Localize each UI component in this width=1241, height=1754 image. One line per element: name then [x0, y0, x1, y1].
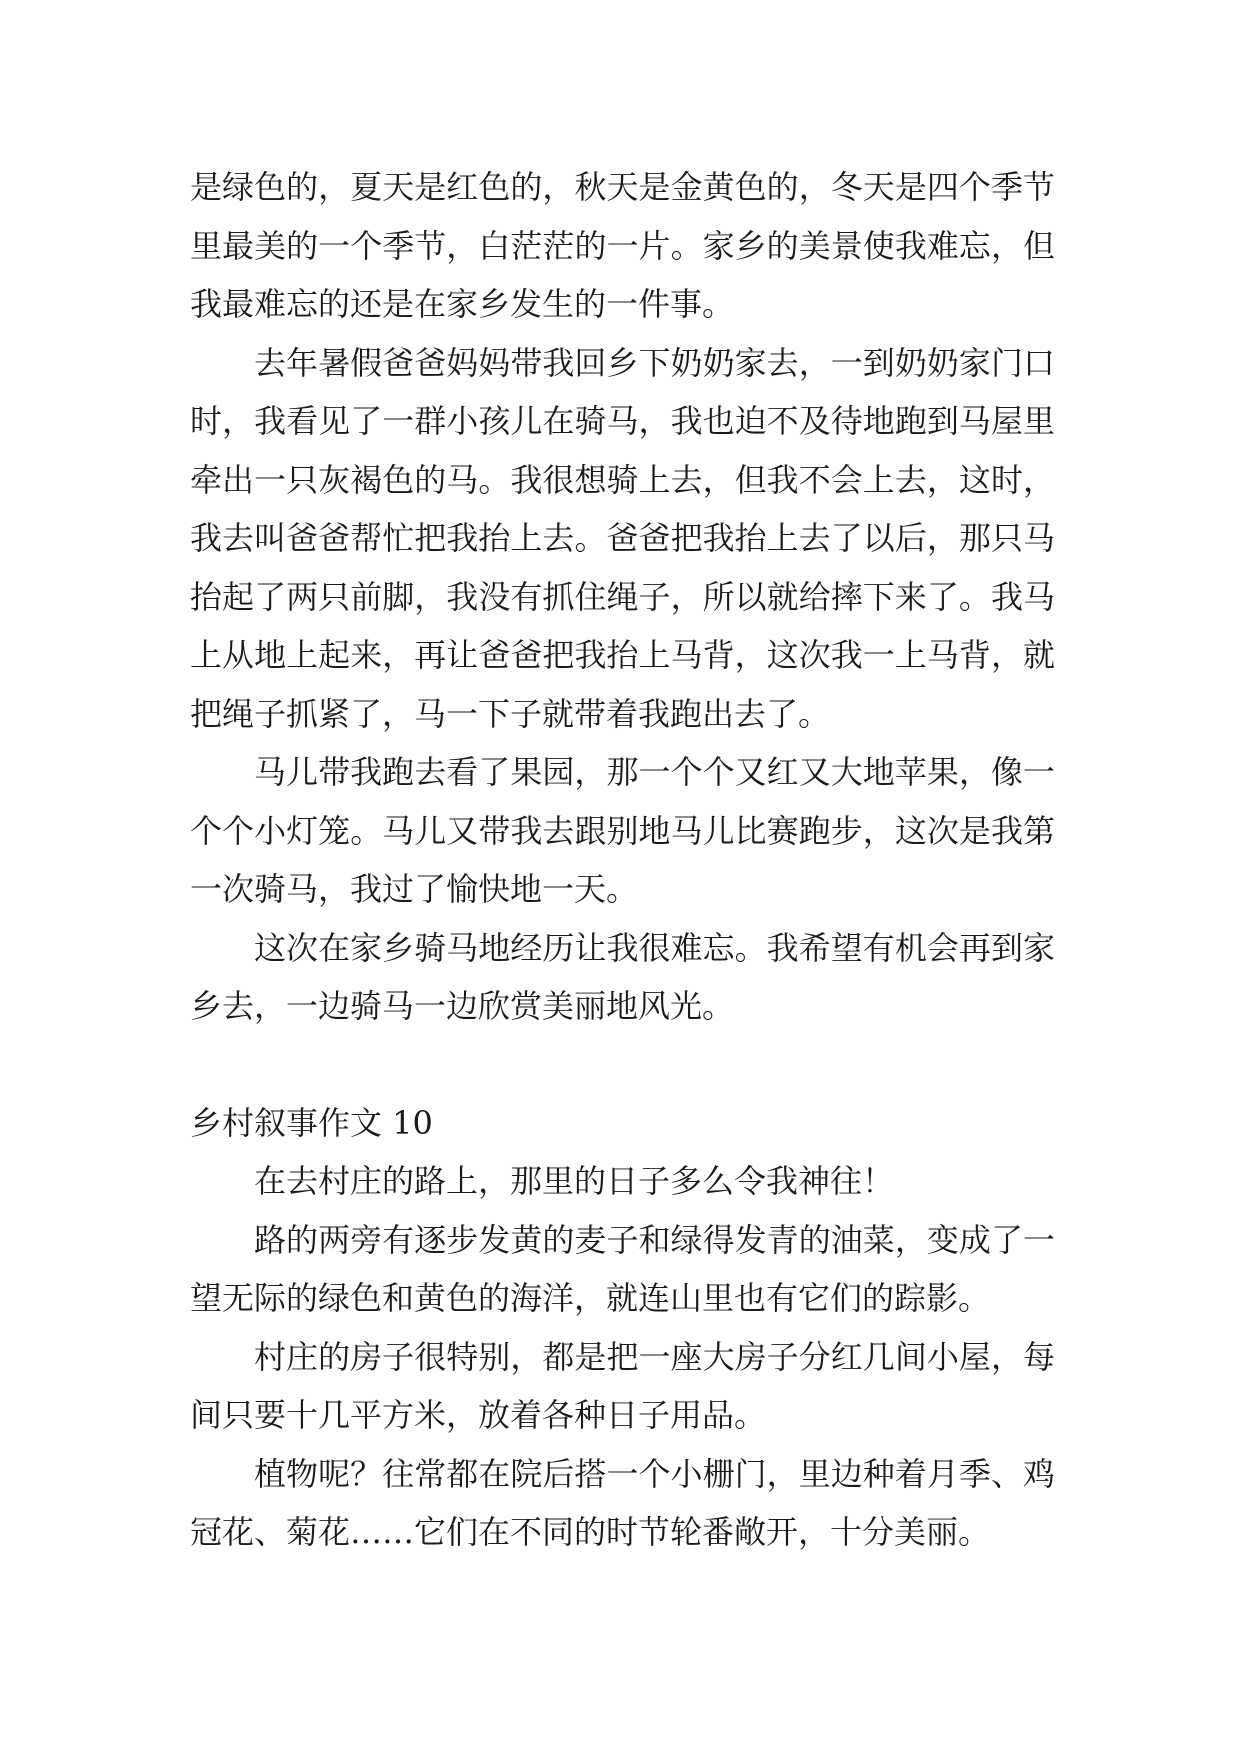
paragraph: 马儿带我跑去看了果园，那一个个又红又大地苹果，像一个个小灯笼。马儿又带我去跟别地马儿比赛跑步，这次是我第一次骑马，我过了愉快地一天。	[190, 753, 1055, 908]
paragraph: 在去村庄的路上，那里的日子多么令我神往！	[254, 1162, 895, 1200]
section-spacer	[190, 1036, 1055, 1094]
paragraph: 植物呢？往常都在院后搭一个小栅门，里边种着月季、鸡冠花、菊花……它们在不同的时节轮番敞开，十分美丽。	[190, 1454, 1055, 1551]
section-title: 乡村叙事作文 10	[190, 1103, 433, 1142]
paragraph: 路的两旁有逐步发黄的麦子和绿得发青的油菜，变成了一望无际的绿色和黄色的海洋，就连山里也有它们的踪影。	[190, 1220, 1055, 1317]
paragraph: 去年暑假爸爸妈妈带我回乡下奶奶家去，一到奶奶家门口时，我看见了一群小孩儿在骑马，我也迫不及待地跑到马屋里牵出一只灰褐色的马。我很想骑上去，但我不会上去，这时，我去叫爸爸帮忙把我抬上去。爸爸把我抬上去了以后，那只马抬起了两只前脚，我没有抓住绳子，所以就给摔下来了。我马上从地上起来，再让爸爸把我抬上马背，这次我一上马背，就把绳子抓紧了，马一下子就带着我跑出去了。	[190, 343, 1055, 733]
document-body	[190, 158, 1055, 1562]
paragraph: 这次在家乡骑马地经历让我很难忘。我希望有机会再到家乡去，一边骑马一边欣赏美丽地风光。	[190, 928, 1055, 1025]
paragraph: 是绿色的，夏天是红色的，秋天是金黄色的，冬天是四个季节里最美的一个季节，白茫茫的一片。家乡的美景使我难忘，但我最难忘的还是在家乡发生的一件事。	[190, 168, 1055, 323]
paragraph: 村庄的房子很特别，都是把一座大房子分红几间小屋，每间只要十几平方米，放着各种日子用品。	[190, 1337, 1055, 1434]
